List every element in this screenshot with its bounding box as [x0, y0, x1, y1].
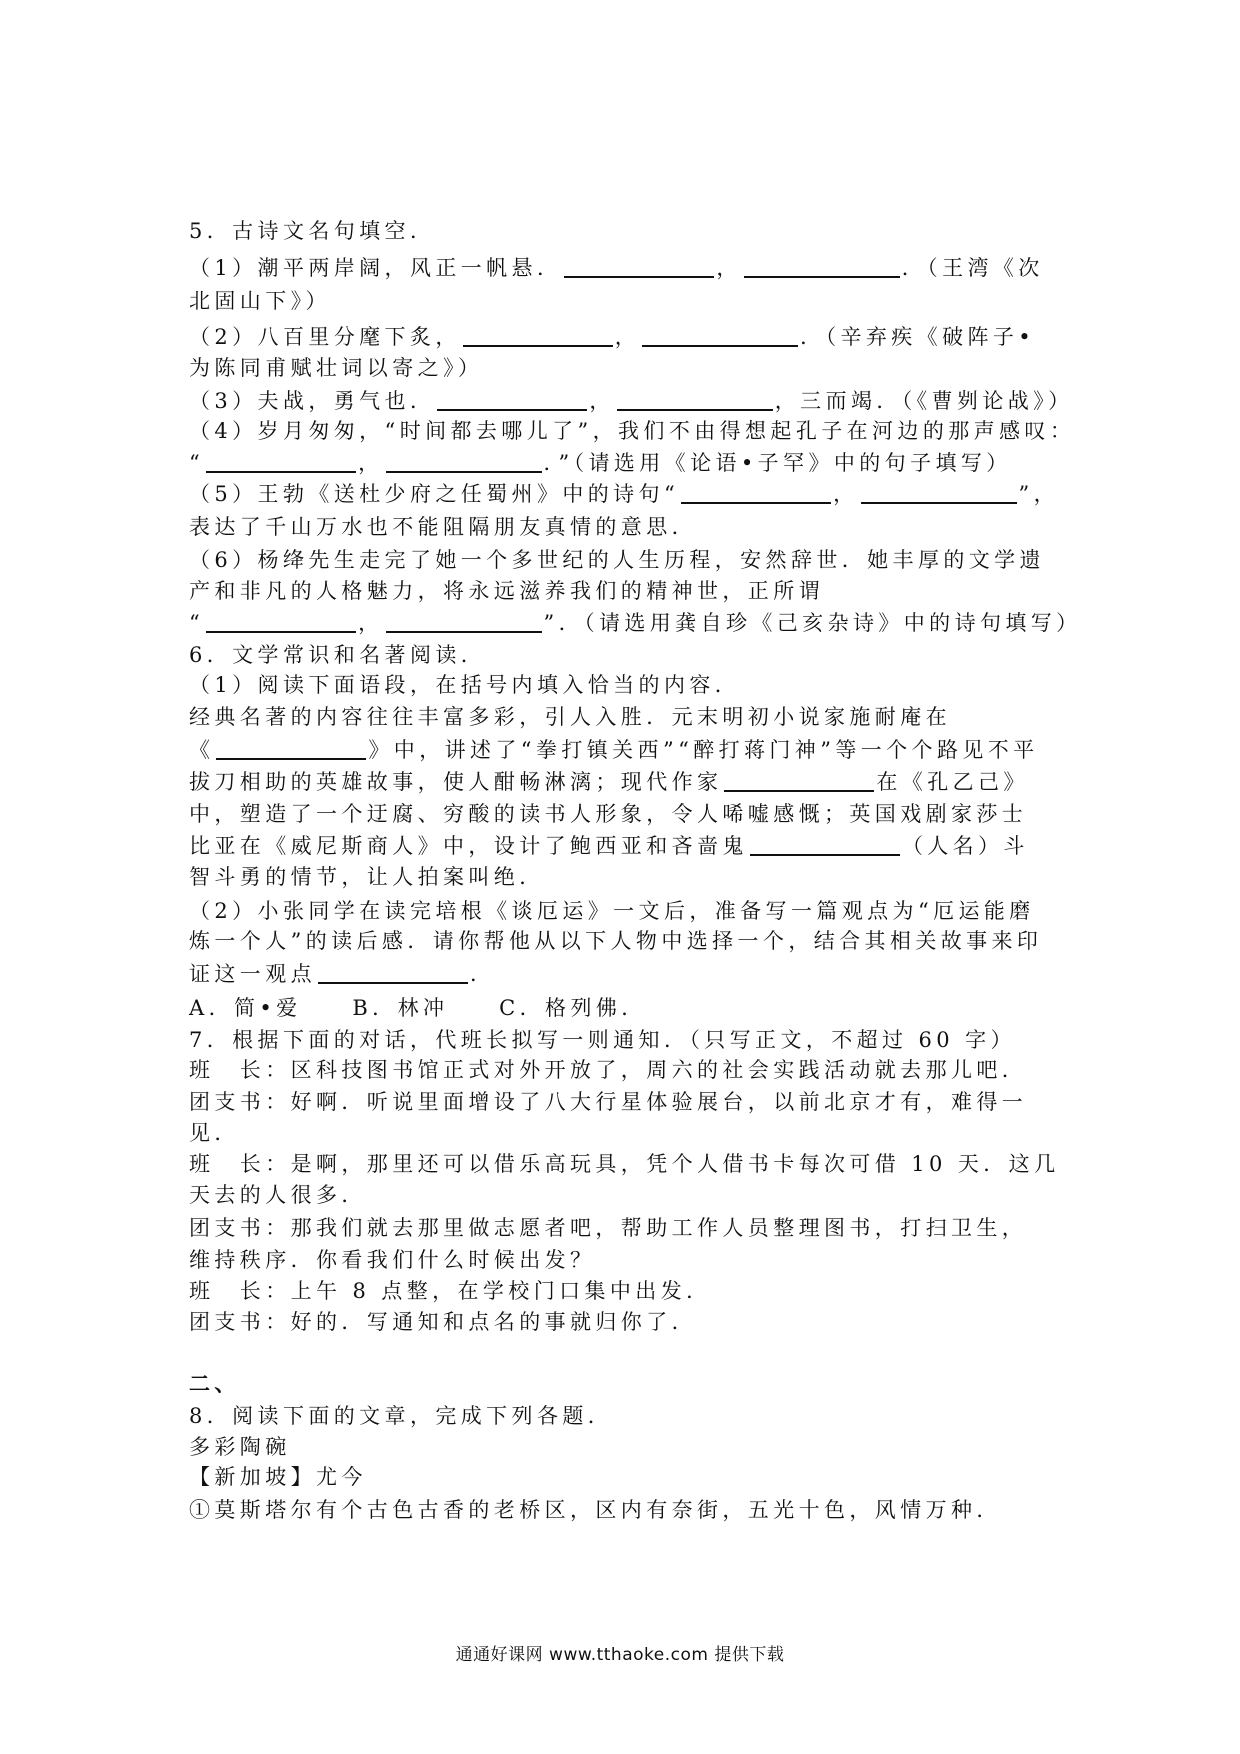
text-segment: ．（王湾《次 — [901, 256, 1044, 280]
text-segment: ， — [716, 256, 742, 280]
page-footer: 通通好课网 www.tthaoke.com 提供下载 — [455, 1645, 785, 1665]
text-segment: ．”（请选用《论语•子罕》中的句子填写） — [543, 451, 1012, 475]
text-segment: 二、 — [189, 1371, 240, 1396]
text-segment: 5．古诗文名句填空． — [189, 219, 436, 243]
text-segment: “ — [189, 451, 205, 475]
text-segment: 中，塑造了一个迂腐、穷酸的读书人形象，令人唏嘘感慨；英国戏剧家莎士 — [189, 802, 1028, 826]
text-segment: 8．阅读下面的文章，完成下列各题． — [189, 1404, 614, 1428]
text-segment: 比亚在《威尼斯商人》中，设计了鲍西亚和吝啬鬼 — [189, 834, 748, 858]
answer-blank — [206, 444, 356, 473]
text-line — [189, 1490, 1069, 1530]
text-segment: ．（辛弃疾《破阵子• — [800, 325, 1036, 349]
text-segment: 智斗勇的情节，让人拍案叫绝． — [189, 865, 545, 889]
text-segment: （6）杨绛先生走完了她一个多世纪的人生历程，安然辞世．她丰厚的文学遗 — [189, 548, 1045, 572]
text-segment: ”， — [1018, 482, 1060, 506]
text-segment: 《 — [189, 738, 215, 762]
text-segment: ①莫斯塔尔有个古色古香的老桥区，区内有奈街，五光十色，风情万种． — [189, 1498, 1002, 1522]
text-segment: ， — [833, 482, 859, 506]
answer-blank — [463, 318, 613, 347]
text-segment: 团支书：好的．写通知和点名的事就归你了． — [189, 1310, 697, 1334]
text-segment: 多彩陶碗 — [189, 1435, 291, 1459]
text-segment: 维持秩序．你看我们什么时候出发？ — [189, 1248, 596, 1272]
answer-blank — [216, 731, 366, 760]
text-segment: 为陈同甫赋壮词以寄之》） — [189, 356, 484, 380]
text-line — [189, 211, 1069, 251]
text-segment: 班 长：上午 8 点整，在学校门口集中出发． — [189, 1279, 712, 1303]
answer-blank — [642, 318, 798, 347]
text-segment: 班 长：是啊，那里还可以借乐高玩具，凭个人借书卡每次可借 10 天．这几 — [189, 1152, 1060, 1176]
text-segment: 团支书：好啊．听说里面增设了八大行星体验展台，以前北京才有，难得一 — [189, 1090, 1028, 1114]
text-segment: ， — [589, 389, 615, 413]
text-segment: （1）潮平两岸阔，风正一帆悬． — [189, 256, 563, 280]
text-segment: 表达了千山万水也不能阻隔朋友真情的意思． — [189, 515, 697, 539]
text-segment: 天去的人很多． — [189, 1183, 367, 1207]
answer-blank — [386, 444, 542, 473]
text-segment: 证这一观点 — [189, 962, 316, 986]
text-segment: 班 长：区科技图书馆正式对外开放了，周六的社会实践活动就去那儿吧． — [189, 1058, 1028, 1082]
text-segment: （3）夫战，勇气也． — [189, 389, 436, 413]
text-segment: （2）小张同学在读完培根《谈厄运》一文后，准备写一篇观点为“厄运能磨 — [189, 899, 1035, 923]
text-segment: 产和非凡的人格魅力，将永远滋养我们的精神世，正所谓 — [189, 579, 824, 603]
text-segment: A．简•爱 B．林冲 C．格列佛． — [189, 996, 647, 1020]
text-segment: 拔刀相助的英雄故事，使人酣畅淋漓；现代作家 — [189, 770, 723, 794]
text-segment: 经典名著的内容往往丰富多彩，引人入胜．元末明初小说家施耐庵在 — [189, 705, 951, 729]
text-segment: （5）王勃《送杜少府之任蜀州》中的诗句“ — [189, 482, 680, 506]
text-segment: 见． — [189, 1121, 240, 1145]
answer-blank — [318, 955, 468, 984]
answer-blank — [564, 249, 714, 278]
text-segment: ，三而竭．（《曹刿论战》） — [774, 389, 1074, 413]
text-segment: （4）岁月匆匆，“时间都去哪儿了”，我们不由得想起孔子在河边的那声感叹： — [189, 419, 1076, 443]
text-segment: “ — [189, 611, 205, 635]
text-segment: 》中，讲述了“拳打镇关西”“醉打蒋门神”等一个个路见不平 — [368, 738, 1039, 762]
text-segment: 北固山下》） — [189, 289, 331, 313]
text-segment: ， — [358, 451, 384, 475]
text-segment: ． — [470, 962, 496, 986]
text-segment: ”．（请选用龚自珍《己亥杂诗》中的诗句填写） — [543, 611, 1082, 635]
text-segment: （1）阅读下面语段，在括号内填入恰当的内容． — [189, 673, 741, 697]
text-segment: 炼一个人”的读后感．请你帮他从以下人物中选择一个，结合其相关故事来印 — [189, 929, 1043, 953]
text-line — [189, 281, 1069, 321]
text-segment: （人名）斗 — [901, 834, 1029, 858]
answer-blank — [724, 763, 874, 792]
text-segment: 7．根据下面的对话，代班长拟写一则通知．（只写正文，不超过 60 字） — [189, 1028, 1016, 1052]
text-segment: 团支书：那我们就去那里做志愿者吧，帮助工作人员整理图书，打扫卫生， — [189, 1216, 1028, 1240]
answer-blank — [861, 475, 1017, 504]
answer-blank — [437, 382, 587, 411]
answer-blank — [386, 604, 542, 633]
answer-blank — [750, 827, 900, 856]
text-line — [189, 1302, 1069, 1342]
text-segment: 【新加坡】尤今 — [189, 1465, 367, 1489]
answer-blank — [617, 382, 773, 411]
answer-blank — [681, 475, 831, 504]
text-segment: 6．文学常识和名著阅读． — [189, 643, 487, 667]
text-segment: 在《孔乙己》 — [876, 770, 1029, 794]
answer-blank — [206, 604, 356, 633]
answer-blank — [744, 249, 900, 278]
text-segment: ， — [358, 611, 384, 635]
text-segment: ， — [614, 325, 641, 349]
text-segment: （2）八百里分麾下炙， — [189, 325, 461, 349]
